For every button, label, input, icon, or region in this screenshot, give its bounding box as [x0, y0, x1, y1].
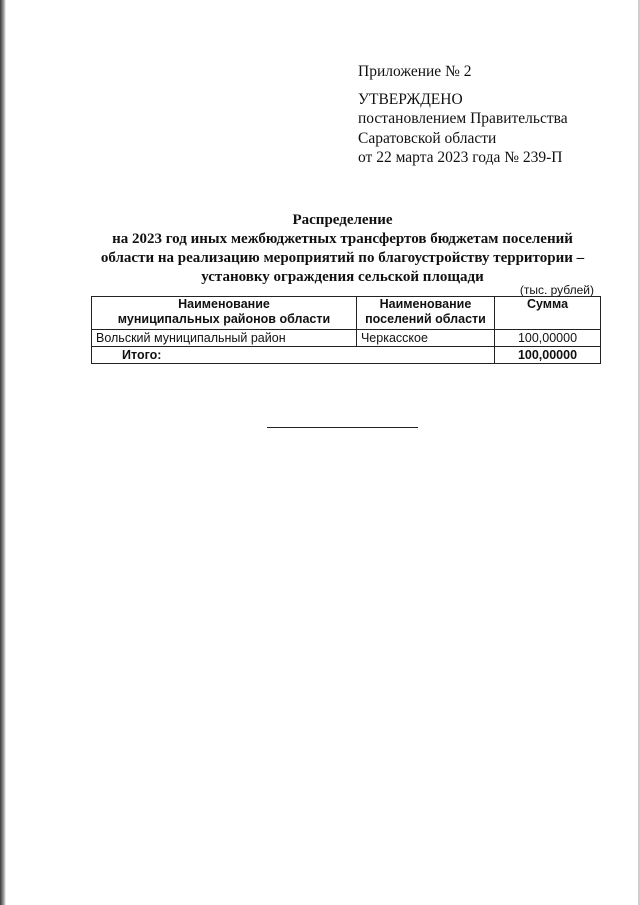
approved-stamp-text: УТВЕРЖДЕНО: [358, 90, 463, 108]
distribution-table: [91, 296, 601, 364]
header-settlements: [356, 297, 494, 330]
appendix-number: Приложение № 2: [358, 63, 472, 80]
header-districts: [92, 297, 357, 330]
approval-block: [358, 62, 628, 168]
cell-amount: 100,00000: [494, 330, 600, 347]
header-amount: Сумма: [494, 297, 600, 330]
total-label: Итого:: [92, 347, 495, 364]
approval-line-3: от 22 марта 2023 года № 239-П: [358, 149, 563, 166]
cell-district: Вольский муниципальный район: [92, 330, 357, 347]
document-title: [80, 211, 605, 287]
approval-line-1: постановлением Правительства: [358, 110, 568, 127]
scan-edge: [0, 0, 6, 905]
table-row: [92, 330, 601, 347]
title-line-4: установку ограждения сельской площади: [201, 269, 484, 285]
cell-settlement: Черкасское: [356, 330, 494, 347]
title-line-3: области на реализацию мероприятий по благоустройству территории –: [100, 250, 585, 266]
header-districts-line-1: Наименование: [178, 297, 270, 311]
header-settlements-line-1: Наименование: [379, 297, 472, 311]
approval-line-2: Саратовской области: [358, 129, 497, 147]
header-districts-line-2: муниципальных районов области: [117, 312, 331, 326]
title-line-1: Распределение: [292, 212, 393, 228]
table-total-row: [92, 347, 601, 364]
header-settlements-line-2: поселений области: [365, 312, 486, 326]
closing-rule: [267, 427, 418, 428]
table-header-row: [92, 297, 601, 330]
units-note: (тыс. рублей): [519, 283, 594, 297]
title-line-2: на 2023 год иных межбюджетных трансфертов бюджетам поселений: [112, 231, 573, 247]
total-amount: 100,00000: [494, 347, 600, 364]
